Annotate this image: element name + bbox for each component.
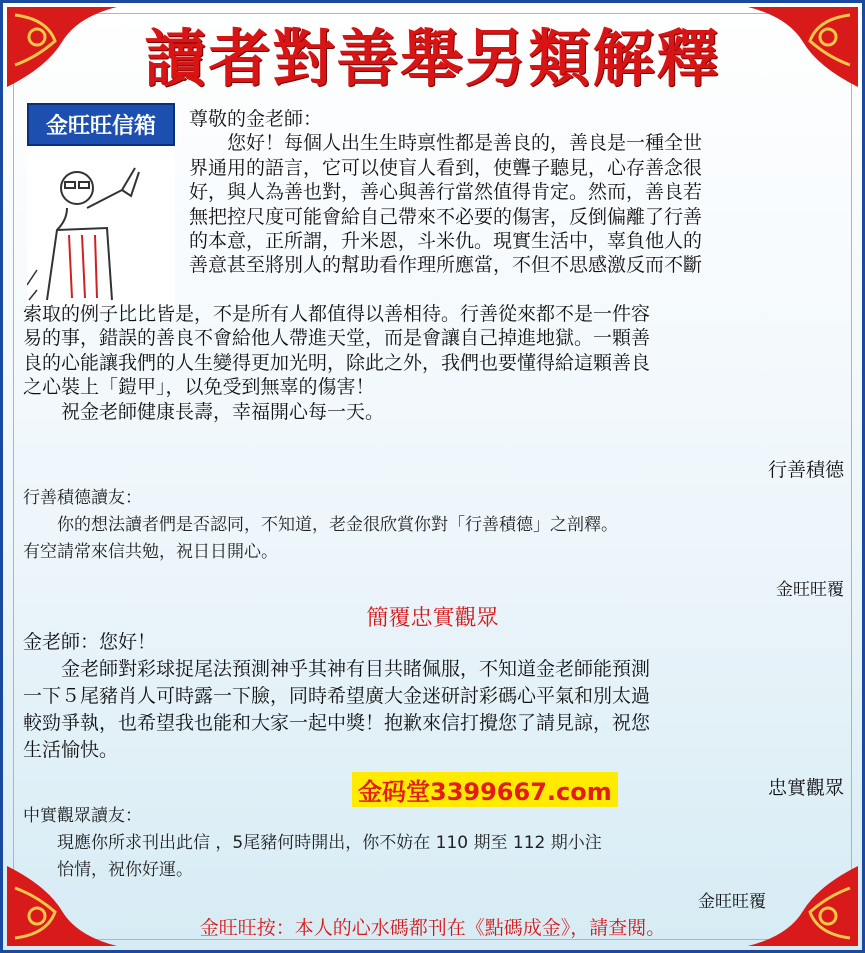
- letter1-line: 的本意，正所謂，升米恩，斗米仇。現實生活中，辜負他人的: [189, 230, 703, 253]
- letter1-line: 您好！每個人出生生時禀性都是善良的，善良是一種全世: [189, 132, 703, 155]
- footer-note: 金旺旺按：本人的心水碼都刊在《點碼成金》，請查閱。: [199, 917, 666, 939]
- reply1-signature: 金旺旺覆: [776, 580, 844, 600]
- reply1-line: 行善積德讀友：: [23, 488, 142, 508]
- letter1-line: 良的心能讓我們的人生變得更加光明，除此之外，我們也要懂得給這顆善良: [23, 351, 651, 374]
- letter1-top: [189, 107, 855, 278]
- letter2-line: 較勁爭執，也希望我也能和大家一起中獎！抱歉來信打攪您了請見諒，祝您: [23, 712, 651, 734]
- letter2-signature: 忠實觀眾: [767, 777, 844, 799]
- reply2-line: 怡情，祝你好運。: [23, 860, 193, 880]
- letter1-signature: 行善積德: [767, 459, 844, 481]
- mailbox-label: 金旺旺信箱: [27, 103, 175, 146]
- reply1-line: 有空請常來信共勉，祝日日開心。: [23, 542, 278, 562]
- reply1-line: 你的想法讀者們是否認同，不知道，老金很欣賞你對「行善積德」之剖釋。: [23, 515, 618, 535]
- mailbox-column-logo: [27, 103, 175, 299]
- letter2-line: 金老師：您好！: [23, 631, 157, 653]
- letter1-line: 界通用的語言，它可以使盲人看到，使聾子聽見，心存善念很: [189, 156, 703, 179]
- letter1-line: 無把控尺度可能會給自己帶來不必要的傷害，反倒偏離了行善: [189, 205, 703, 228]
- letter1-line: 之心裝上「鎧甲」，以免受到無辜的傷害！: [23, 376, 375, 399]
- reply2-signature: 金旺旺覆: [698, 892, 766, 912]
- letter1-line: 善意甚至將別人的幫助看作理所應當，不但不思感激反而不斷: [189, 254, 703, 277]
- reply1: [23, 485, 853, 566]
- page-title: 讀者對善舉另類解釋: [144, 22, 721, 95]
- letter1-line: 索取的例子比比皆是，不是所有人都值得以善相待。行善從來都不是一件容: [23, 303, 651, 325]
- letter2-line: 金老師對彩球捉尾法預測神乎其神有目共睹佩服，不知道金老師能預測: [23, 658, 651, 680]
- letter2: [23, 629, 855, 764]
- reply2-line: 現應你所求刊出此信 ，5尾豬何時開出，你不妨在 110 期至 112 期小注: [23, 833, 602, 853]
- letter1-line: 祝金老師健康長壽，幸福開心每一天。: [23, 400, 385, 423]
- letter1-bottom: [23, 302, 855, 424]
- letter1-salutation: 尊敬的金老師：: [189, 108, 323, 130]
- reply2-line: 中實觀眾讀友：: [23, 806, 142, 826]
- letter2-line: 生活愉快。: [23, 739, 119, 761]
- section2-title: 簡覆忠實觀眾: [366, 606, 499, 631]
- promo-banner: 金码堂3399667.com: [352, 772, 618, 807]
- reply2: [23, 803, 853, 884]
- letter1-line: 易的事，錯誤的善良不會給他人帶進天堂，而是會讓自己掉進地獄。一顆善: [23, 327, 651, 350]
- letter2-line: 一下５尾豬肖人可時露一下臉，同時希望廣大金迷研討彩碼心平氣和別太過: [23, 685, 651, 707]
- man-pointing-illustration-icon: [27, 150, 175, 308]
- letter1-line: 好，與人為善也對，善心與善行當然值得肯定。然而，善良若: [189, 181, 703, 204]
